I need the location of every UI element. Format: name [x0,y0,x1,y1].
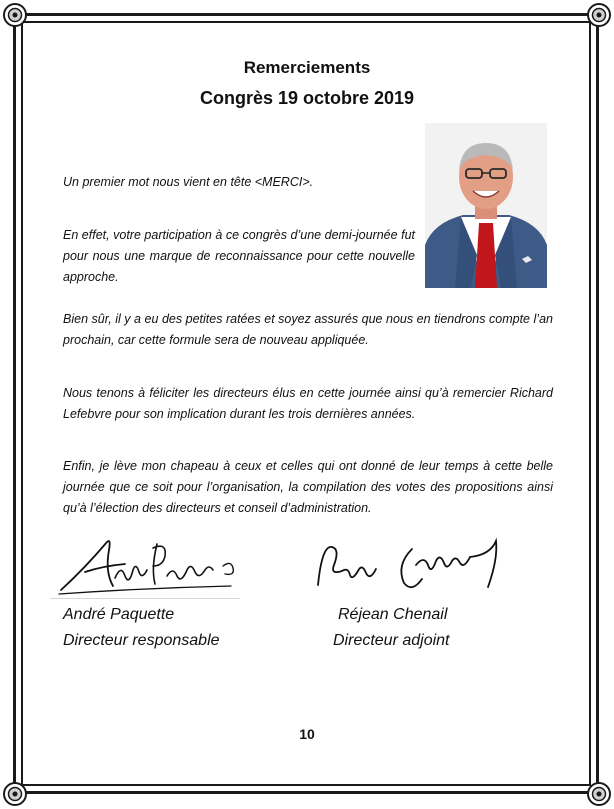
signature-andre-paquette [55,528,243,598]
paragraph: Bien sûr, il y a eu des petites ratées et soyez assurés que nous en tiendrons compte l’an prochain, car cette formule sera de nouveau appliquée. [63,312,553,347]
signature-underline [50,598,240,599]
page-number: 10 [299,726,315,742]
signatory-name: Réjean Chenail [338,606,448,623]
paragraph: Nous tenons à féliciter les directeurs élus en cette journée ainsi qu’à remercier Richard Lefebvre pour son implication durant les trois dernières années. [63,386,553,421]
corner-ornament-icon [1,1,29,29]
signatory-name: André Paquette [63,606,175,623]
paragraph: Un premier mot nous vient en tête <MERCI>. [63,175,314,189]
paragraph: Enfin, je lève mon chapeau à ceux et celles qui ont donné de leur temps à cette belle journée que ce soit pour l’organisation, la compilation des votes des propositions ainsi qu’à l’élection des directeurs et conseil d’administration. [63,459,553,515]
portrait-photo [425,123,547,288]
signature-rejean-chenail [312,535,512,595]
corner-ornament-icon [585,780,613,808]
page-title: Remerciements [243,58,371,77]
corner-ornament-icon [585,1,613,29]
page-subtitle: Congrès 19 octobre 2019 [199,88,415,108]
signatory-role: Directeur responsable [63,632,220,649]
paragraph: En effet, votre participation à ce congrès d’une demi-journée fut pour nous une marque de reconnaissance pour cette nouvelle approche. [63,228,415,284]
corner-ornament-icon [1,780,29,808]
signatory-role: Directeur adjoint [333,632,450,649]
